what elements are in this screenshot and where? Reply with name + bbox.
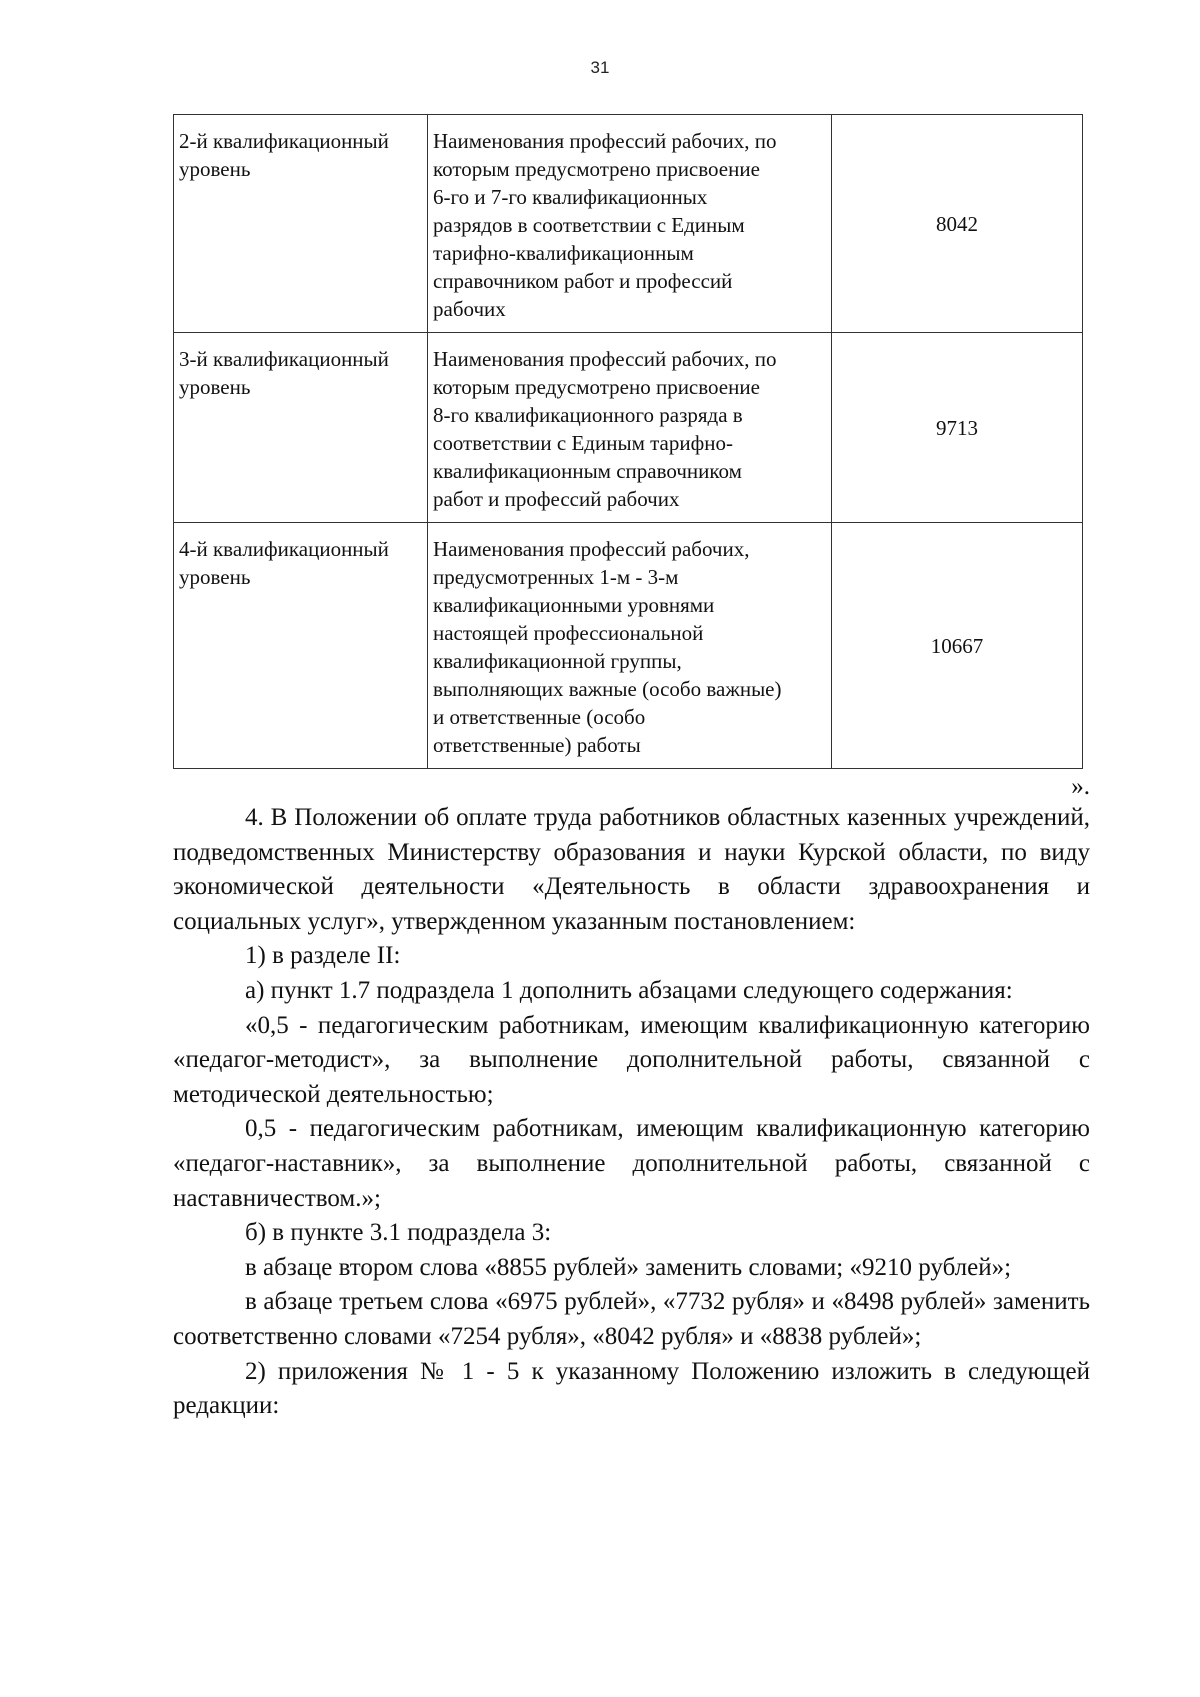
paragraph-mentor-allowance: 0,5 - педагогическим работникам, имеющим квалификационную категорию «педагог-наставник», за выполнение дополнительной работы, связанной с наставничеством.»; xyxy=(173,1115,1090,1212)
cell-line: предусмотренных 1-м - 3-м xyxy=(433,565,679,589)
paragraph-item-4: 4. В Положении об оплате труда работников областных казенных учреждений, подведомственных Министерству образования и науки Курской области, по виду экономической деятельности «Деятельность в области здравоохранения и социальных услуг», утвержденном указанным постановлением: xyxy=(173,804,1090,935)
cell-line: 2-й квалификационный xyxy=(179,129,389,153)
cell-line: настоящей профессиональной xyxy=(433,621,704,645)
salary-value-cell: 8042 xyxy=(832,115,1083,333)
cell-line: и ответственные (особо xyxy=(433,705,646,729)
cell-line: Наименования профессий рабочих, по xyxy=(433,347,777,371)
cell-line: которым предусмотрено присвоение xyxy=(433,375,760,399)
cell-line: разрядов в соответствии с Единым xyxy=(433,213,745,237)
document-body xyxy=(173,801,1090,1424)
paragraph-subitem-1: 1) в разделе II: xyxy=(245,942,401,970)
table-row xyxy=(174,523,1083,769)
qualification-level-cell xyxy=(174,523,428,769)
paragraph-subitem-b: б) в пункте 3.1 подраздела 3: xyxy=(245,1219,552,1247)
cell-line: уровень xyxy=(179,157,251,181)
page-number: 31 xyxy=(590,58,610,77)
cell-line: справочником работ и профессий xyxy=(433,269,733,293)
cell-line: 3-й квалификационный xyxy=(179,347,389,371)
qualification-levels-table xyxy=(173,114,1083,769)
table-row xyxy=(174,115,1083,333)
cell-line: Наименования профессий рабочих, по xyxy=(433,129,777,153)
qualification-level-cell xyxy=(174,333,428,523)
table-row xyxy=(174,333,1083,523)
cell-line: тарифно-квалификационным xyxy=(433,241,694,265)
profession-description-cell xyxy=(428,333,832,523)
cell-line: 6-го и 7-го квалификационных xyxy=(433,185,708,209)
paragraph-third-abzac: в абзаце третьем слова «6975 рублей», «7732 рубля» и «8498 рублей» заменить соответственно словами «7254 рубля», «8042 рубля» и «8838 рублей»; xyxy=(173,1288,1090,1350)
cell-line: квалификационной группы, xyxy=(433,649,682,673)
profession-description-cell xyxy=(428,523,832,769)
cell-line: квалификационным справочником xyxy=(433,459,742,483)
cell-line: выполняющих важные (особо важные) xyxy=(433,677,782,701)
cell-line: работ и профессий рабочих xyxy=(433,487,680,511)
qualification-level-cell xyxy=(174,115,428,333)
cell-line: соответствии с Единым тарифно- xyxy=(433,431,733,455)
cell-line: 4-й квалификационный xyxy=(179,537,389,561)
paragraph-subitem-2: 2) приложения № 1 - 5 к указанному Положению изложить в следующей редакции: xyxy=(173,1357,1090,1420)
cell-line: ответственные) работы xyxy=(433,733,641,757)
cell-line: 8-го квалификационного разряда в xyxy=(433,403,743,427)
salary-value-cell: 9713 xyxy=(832,333,1083,523)
paragraph-methodist-allowance: «0,5 - педагогическим работникам, имеющим квалификационную категорию «педагог-методист», за выполнение дополнительной работы, связанной с методической деятельностью; xyxy=(173,1011,1090,1108)
cell-line: рабочих xyxy=(433,297,506,321)
paragraph-second-abzac: в абзаце втором слова «8855 рублей» заменить словами; «9210 рублей»; xyxy=(245,1253,1012,1281)
cell-line: уровень xyxy=(179,375,251,399)
cell-line: уровень xyxy=(179,565,251,589)
cell-line: которым предусмотрено присвоение xyxy=(433,157,760,181)
closing-quote: ». xyxy=(1071,773,1090,800)
paragraph-subitem-a: а) пункт 1.7 подраздела 1 дополнить абзацами следующего содержания: xyxy=(245,976,1013,1004)
salary-value-cell: 10667 xyxy=(832,523,1083,769)
cell-line: квалификационными уровнями xyxy=(433,593,715,617)
profession-description-cell xyxy=(428,115,832,333)
cell-line: Наименования профессий рабочих, xyxy=(433,537,750,561)
